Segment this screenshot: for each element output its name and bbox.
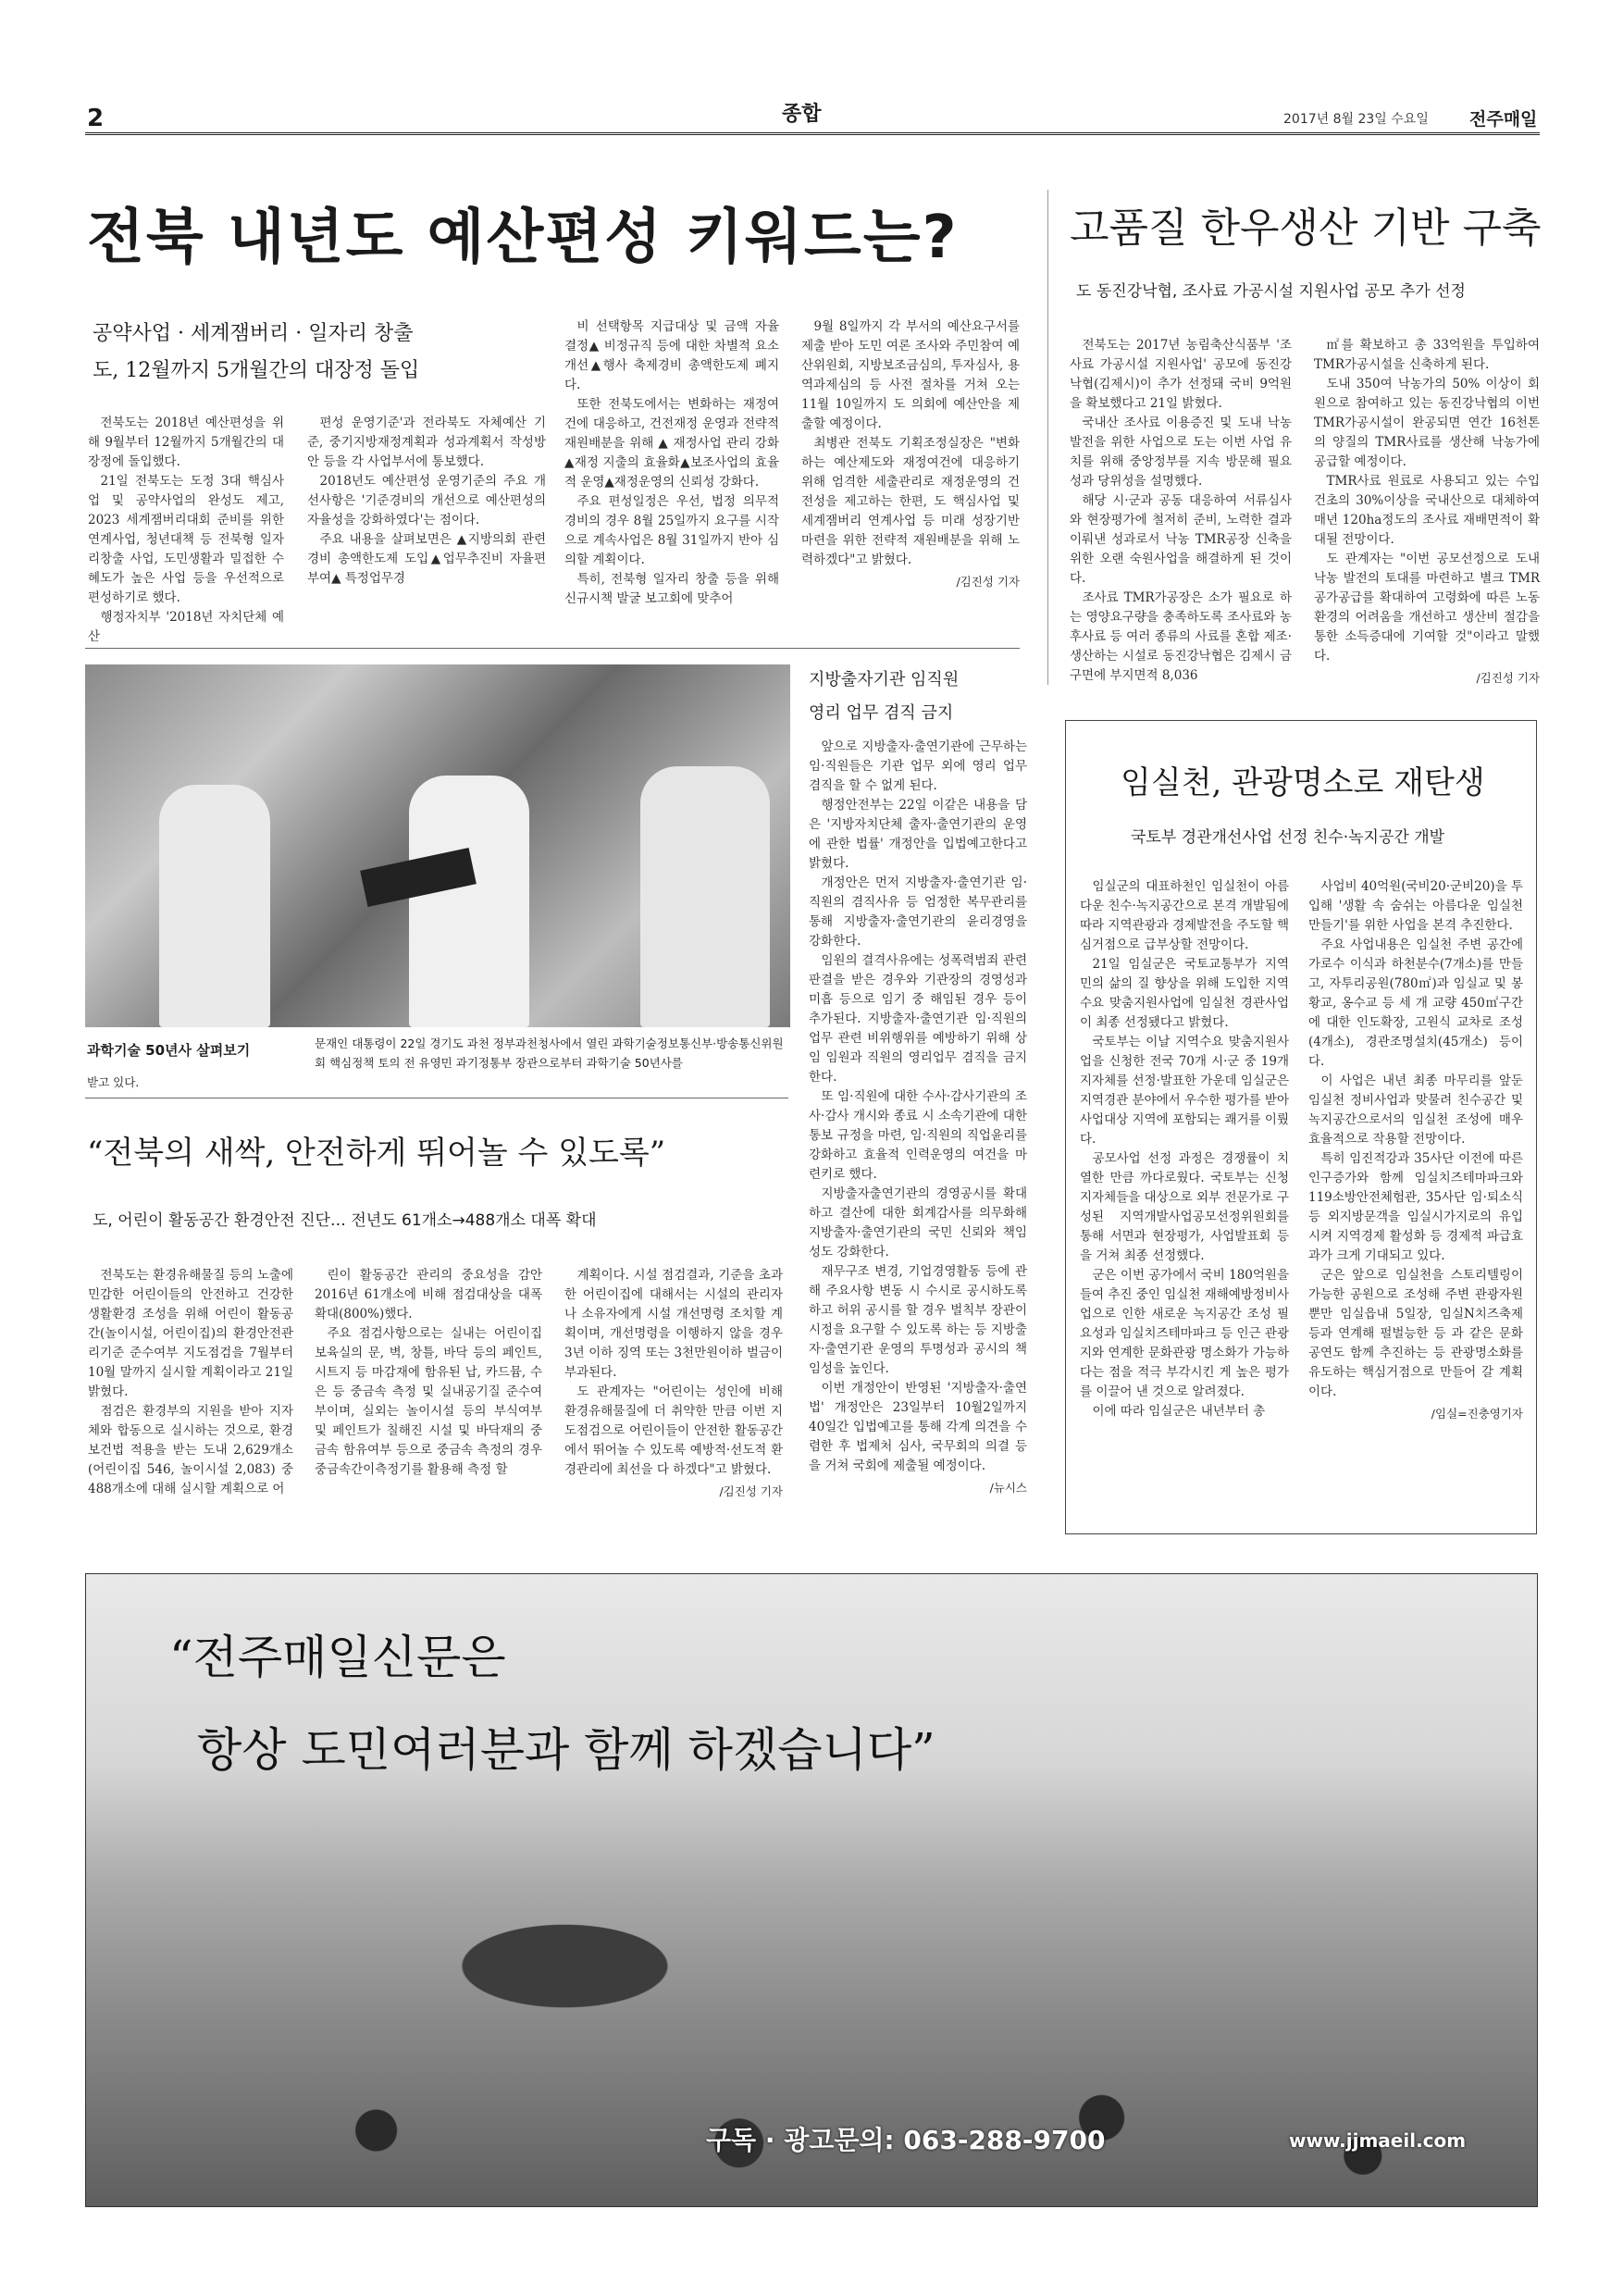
article5-column-2: 린이 활동공간 관리의 중요성을 감안 2016년 61개소에 비해 점검대상을 대폭 확대(800%)했다. 주요 점검사항으로는 실내는 어린이집 보육실의 문, 벽, 창틀, 바닥 등의 페인트, 시트지 등 마감재에 함유된 납, 카드뮴, 수은 등 중금속 측정 및 실내공기질 준수여부이며, 실외는 놀이시설 등의 부식여부 및 페인트가 칠해진 시설 및 바닥재의 중금속 함유여부 등으로 중금속 측정의 경우 중금속간이측정기를 활용해 측정 할 [315,1268,542,1477]
column-divider [1047,190,1048,685]
article1-column-1: 전북도는 2018년 예산편성을 위해 9월부터 12월까지 5개월간의 대장정에 돌입했다. 21일 전북도는 도정 3대 핵심사업 및 공약사업의 완성도 제고, 2023 세계잼버리대회 준비를 위한 연계사업, 청년대책 등 전북형 일자리창출 사업, 도민생활과 밀접한 수혜도가 높은 사업 등을 우선적으로 편성하기로 했다. 행정자치부 '2018년 자치단체 예산 [88,416,284,644]
article1-byline: /김진성 기자 [956,575,1020,589]
article5-column-1: 전북도는 환경유해물질 등의 노출에 민감한 어린이들의 안전하고 건강한 생활환경 조성을 위해 어린이 활동공간(놀이시설, 어린이집)의 환경안전관리기준 준수여부 지도점검을 7월부터 10월 말까지 실시할 계획이라고 21일 밝혔다. 점검은 환경부의 지원을 받아 지자체와 합동으로 실시하는 것으로, 환경보건법 적용을 받는 도내 2,629개소(어린이집 546, 놀이시설 2,083) 중 488개소에 대해 실시할 계획으로 어 [88,1268,293,1496]
ad-slogan-line-2: 항상 도민여러분과 함께 하겠습니다” [197,1723,935,1777]
article3-title-2: 영리 업무 겸직 금지 [809,703,954,723]
article3-body: 앞으로 지방출자·출연기관에 근무하는 임·직원들은 기관 업무 외에 영리 업무 겸직을 할 수 없게 된다. 행정안전부는 22일 이같은 내용을 담은 '지방자치단체 출자·출연기관의 운영에 관한 법률' 개정안을 입법예고한다고 밝혔다. 개정안은 먼저 지방출자·출연기관 임·직원의 겸직사유 등 엄정한 복무관리를 통해 지방출자·출연기관의 윤리경영을 강화한다. 임원의 결격사유에는 성폭력범죄 관련 판결을 받은 경우와 기관장의 경영성과 미흡 등으로 임기 중 해임된 경우 등이 추가된다. 지방출자·출연기관 임·직원의 업무 관련 비위행위를 예방하기 위해 상임 임원과 직원의 영리업무 겸직을 금지한다. 또 임·직원에 대한 수사·감사기관의 조사·감사 개시와 종료 시 소속기관에 대한 통보 규정을 마련, 임·직원의 직업윤리를 강화하고 효율적 인력운영의 여건을 마련키로 했다. 지방출자출연기관의 경영공시를 확대하고 결산에 대한 회계감사를 의무화해 지방출자·출연기관의 국민 신뢰와 책임성도 강화한다. 재무구조 변경, 기업경영활동 등에 관해 주요사항 변동 시 수시로 공시하도록 하고 허위 공시를 할 경우 벌칙부 장관이 시정을 요구할 수 있도록 하는 등 지방출자·출연기관 운영의 투명성과 공시의 책임성을 높인다. 이번 개정안이 반영된 '지방출자·출연법' 개정안은 23일부터 10월2일까지 40일간 입법예고를 통해 각계 의견을 수렴한 후 법제처 심사, 국무회의 의결 등을 거쳐 국회에 제출될 예정이다. /뉴시스 [809,738,1027,1497]
article1-headline: 전북 내년도 예산편성 키워드는? [87,204,959,272]
photo-caption-title: 과학기술 50년사 살펴보기 [87,1042,251,1059]
ad-contact: 구독 · 광고문의: 063-288-9700 [706,2125,1106,2155]
ad-slogan-line-1: “전주매일신문은 [169,1631,506,1684]
paper-name: 전주매일 [1469,109,1538,130]
article2-column-1: 전북도는 2017년 농림축산식품부 '조사료 가공시설 지원사업' 공모에 동진강낙협(김제시)이 추가 선정돼 국비 9억원을 확보했다고 21일 밝혔다. 국내산 조사료 이용증진 및 도내 낙농 발전을 위한 사업으로 도는 이번 사업 유치를 위해 중앙정부를 지속 방문해 필요성과 당위성을 설명했다. 해당 시·군과 공동 대응하여 서류심사와 현장평가에 철저히 준비, 노력한 결과 이뤄낸 성과로서 낙농 TMR공장 신축을 위한 오랜 숙원사업을 해결하게 된 것이다. 조사료 TMR가공장은 소가 필요로 하는 영양요구량을 충족하도록 조사료와 농후사료 등 여러 종류의 사료를 혼합 제조·생산하는 시설로 동진강낙협은 김제시 금구면에 부지면적 8,036 [1070,338,1292,683]
photo-caption-tail: 받고 있다. [87,1075,140,1089]
article5-byline: /김진성 기자 [719,1484,783,1498]
photo-person [409,776,529,1027]
news-photo [85,664,790,1027]
article1-column-3: 비 선택항목 지급대상 및 금액 자율 결정▲ 비정규직 등에 대한 차별적 요소 개선▲행사 축제경비 총액한도제 폐지다. 또한 전북도에서는 변화하는 재정여건에 대응하고, 건전재정 운영과 전략적 재원배분을 위해 ▲ 재정사업 관리 강화▲재정 지출의 효율화▲보조사업의 효율적 운영▲재정운영의 신뢰성 강화다. 주요 편성일정은 우선, 법정 의무적 경비의 경우 8월 25일까지 요구를 시작으로 계속사업은 8월 31일까지 반아 심의할 계획이다. 특히, 전북형 일자리 창출 등을 위해 신규시책 발굴 보고회에 맞추어 [564,319,779,606]
article1-column-4: 9월 8일까지 각 부서의 예산요구서를 제출 받아 도민 여론 조사와 주민참여 예산위원회, 지방보조금심의, 투자심사, 용역과제심의 등 사전 절차를 거쳐 오는 11월 10일까지 도 의회에 예산안을 제출할 예정이다. 최병관 전북도 기획조정실장은 "변화하는 예산제도와 재정여건에 대응하기 위해 엄격한 세출관리로 재정운영의 건전성을 제고하는 한편, 도 핵심사업 및 세계잼버리 연계사업 등 미래 성장기반 마련을 위한 전략적 재원배분을 위해 노력하겠다"고 밝혔다. /김진성 기자 [801,317,1020,591]
photo-person [159,785,270,1027]
photo-caption-body: 문재인 대통령이 22일 경기도 과천 정부과천청사에서 열린 과학기술정보통신부·방송통신위원회 핵심정책 토의 전 유영민 과기정통부 장관으로부터 과학기술 50년사를 [315,1036,784,1070]
article2-column-2: ㎡를 확보하고 총 33억원을 투입하여 TMR가공시설을 신축하게 된다. 도내 350여 낙농가의 50% 이상이 회원으로 참여하고 있는 동진강낙협의 이번 TMR가공시설이 완공되면 연간 16천톤의 양질의 TMR사료를 생산해 낙농가에 공급할 예정이다. TMR사료 원료로 사용되고 있는 수입건초의 30%이상을 국내산으로 대체하여 매년 120ha정도의 조사료 재배면적이 확대될 전망이다. 도 관계자는 "이번 공모선정으로 도내 낙농 발전의 토대를 마련하고 별크 TMR 공가공급를 확대하여 고령화에 따른 노동환경의 어려움을 개선하고 생산비 절감을 통한 소득증대에 기여할 것"이라고 말했다. /김진성 기자 [1314,336,1540,688]
article4-byline: /임실=진충영기자 [1431,1407,1523,1421]
article4-column-2: 사업비 40억원(국비20·군비20)을 투입해 '생활 속 숨쉬는 아름다운 임실천 만들기'를 위한 사업을 본격 추진한다. 주요 사업내용은 임실천 주변 공간에 가로수 이식과 하천분수(7개소)를 만들고, 자투리공원(780㎡)과 임실교 및 봉황교, 옹수교 등 세 개 교량 450㎡구간에 대한 인도확장, 고원식 교차로 조성(4개소), 경관조명설치(45개소) 등이다. 이 사업은 내년 최종 마무리를 앞둔 임실천 정비사업과 맞물려 친수공간 및 녹지공간으로서의 임실천 조성에 매우 효율적으로 작용할 전망이다. 특히 임진적강과 35사단 이전에 따른 인구증가와 함께 임실치즈테마파크와 119소방안전체험관, 35사단 임·퇴소식 등 외지방문객을 임실시가지로의 유입시켜 지역경제 활성화 등 경제적 파급효과가 크게 기대되고 있다. 군은 앞으로 임실천을 스토리텔링이 가능한 공원으로 조성해 주변 관광자원 뿐만 임실읍내 5일장, 임실N치즈축제 등과 연계해 펄벌능한 등 과 같은 문화공연도 함께 추진하는 등 관광명소화를 유도하는 핵심거점으로 만들어 갈 계획이다. /임실=진충영기자 [1308,877,1523,1423]
article4-subheading: 국토부 경관개선사업 선정 친수·녹지공간 개발 [1131,828,1445,847]
page-number: 2 [87,105,105,132]
article5-subheading: 도, 어린이 활동공간 환경안전 진단… 전년도 61개소→488개소 대폭 확대 [93,1211,597,1230]
article4-headline: 임실천, 관광명소로 재탄생 [1121,764,1485,801]
article2-subheading: 도 동진강낙협, 조사료 가공시설 지원사업 공모 추가 선정 [1076,282,1466,301]
article1-column-2: 편성 운영기준'과 전라북도 자체예산 기준, 중기지방재정계획과 성과계획서 작성방안 등을 각 사업부서에 통보했다. 2018년도 예산편성 운영기준의 주요 개선사항은 '기준경비의 개선으로 예산편성의 자율성을 강화하였다'는 점이다. 주요 내용을 살펴보면은 ▲지방의회 관련 경비 총액한도제 도입▲업무추진비 자율편 부여▲ 특정업무경 [307,416,546,586]
ad-website: www.jjmaeil.com [1289,2129,1467,2152]
section-label: 종합 [782,103,822,126]
issue-date: 2017년 8월 23일 수요일 [1283,112,1429,127]
article3-title-1: 지방출자기관 임직원 [809,670,960,689]
article2-byline: /김진성 기자 [1476,671,1540,685]
advertisement [85,1573,1538,2207]
article5-headline: “전북의 새싹, 안전하게 뛰어놀 수 있도록” [87,1135,666,1172]
article4-column-1: 임실군의 대표하천인 임실천이 아름다운 친수·녹지공간으로 본격 개발됨에 따라 지역관광과 경제발전을 주도할 핵심거점으로 급부상할 전망이다. 21일 임실군은 국토교통부가 지역민의 삶의 질 향상을 위해 도입한 지역수요 맞춤지원사업에 임실천 경관사업이 최종 선정됐다고 밝혔다. 국토부는 이날 지역수요 맞춤지원사업을 신청한 전국 70개 시·군 중 19개 지자체를 선정·발표한 가운데 임실군은 지역경관 분야에서 우수한 평가를 받아 사업대상 지역에 포함되는 쾌거를 이뤘다. 공모사업 선정 과정은 경쟁률이 치열한 만큼 까다로웠다. 국토부는 신청 지자체들을 대상으로 외부 전문가로 구성된 지역개발사업공모선정위원회를 통해 서면과 현장평가, 사업발표회 등을 거쳐 최종 선정했다. 군은 이번 공가에서 국비 180억원을 들여 추진 중인 임실천 재해예방정비사업으로 인한 새로운 녹지공간 조성 필요성과 임실치즈테마파크 등 인근 관광지와 연계한 문화관광 명소화가 가능하다는 점을 적극 부각시킨 게 높은 평가를 이끌어 낸 것으로 알려졌다. 이에 따라 임실군은 내년부터 총 [1080,879,1289,1419]
article1-subheading-2: 도, 12월까지 5개월간의 대장정 돌입 [93,359,420,382]
article2-headline: 고품질 한우생산 기반 구축 [1070,205,1542,252]
masthead-rule [85,132,1540,135]
photo-person [640,766,770,1027]
article5-column-3: 계획이다. 시설 점검결과, 기준을 초과한 어린이집에 대해서는 시설의 관리자나 소유자에게 시설 개선명령 조치할 계획이며, 개선명령을 이행하지 않을 경우 3년 이하 징역 또는 3천만원이하 벌금이 부과된다. 도 관계자는 "어린이는 성인에 비해 환경유해물질에 더 취약한 만큼 이번 지도점검으로 어린이들이 안전한 활동공간에서 뛰어놀 수 있도록 예방적·선도적 환경관리에 최선을 다 하겠다"고 밝혔다. /김진성 기자 [564,1266,783,1501]
article3-byline: /뉴시스 [989,1481,1027,1495]
photo-top-rule [85,648,1020,649]
article1-subheading-1: 공약사업 · 세계잼버리 · 일자리 창출 [93,322,414,345]
